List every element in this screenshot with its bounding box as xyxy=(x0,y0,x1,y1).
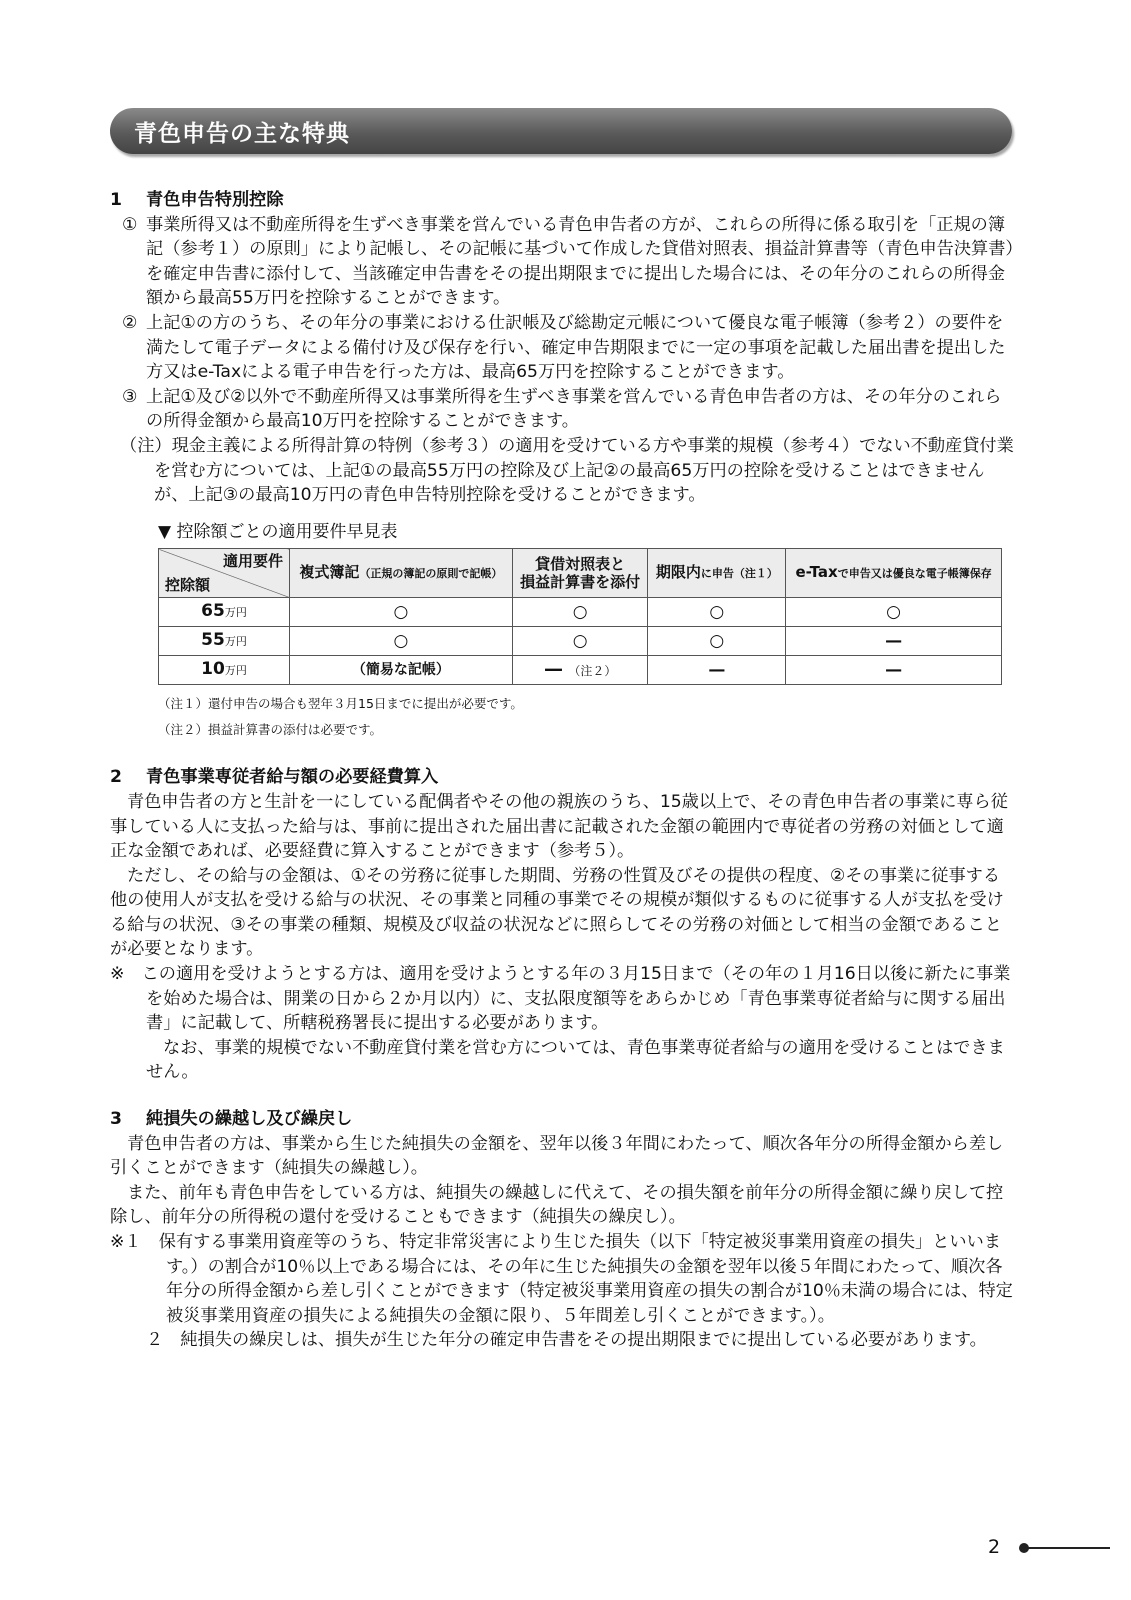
amount-cell: 65万円 xyxy=(159,598,290,627)
table-note-2: （注２）損益計算書の添付は必要です。 xyxy=(158,722,383,738)
section2-paragraph-1: 青色申告者の方と生計を一にしている配偶者やその他の親族のうち、15歳以上で、その青色申告者の事業に専ら従事している人に支払った給与は、事前に提出された届出書に記載された金額の範囲内で専従者の労務の対価として適正な金額であれば、必要経費に算入することができます（参考５）。 xyxy=(110,791,1008,862)
header-etax: e-Taxで申告又は優良な電子帳簿保存 xyxy=(786,549,1002,598)
section1-item-2: ② 上記①の方のうち、その年分の事業における仕訳帳及び総勘定元帳について優良な電子帳簿（参考２）の要件を満たして電子データによる備付け及び保存を行い、確定申告期限までに一定の事項を記載した届出書を提出した方又はe-Taxによる電子申告を行った方は、最高65万円を控除することができます。 xyxy=(122,312,1006,383)
section1-heading: 1 青色申告特別控除 xyxy=(110,190,284,210)
table-row: 55万円 ○ ○ ○ — xyxy=(159,627,1002,656)
section3-kome-1: ※１ 保有する事業用資産等のうち、特定非常災害により生じた損失（以下「特定被災事業用資産の損失」といいます。）の割合が10％以上である場合には、その年に生じた純損失の金額を翌年以後５年間にわたって、順次各年分の所得金額から差し引くことができます（特定被災事業用資産の損失の割合が10％未満の場合には、特定被災事業用資産の損失による純損失の金額に限り、５年間差し引くことができます。）。 xyxy=(110,1232,1013,1326)
section2-paragraph-2: ただし、その給与の金額は、①その労務に従事した期間、労務の性質及びその提供の程度、②その事業に従事する他の使用人が支払を受ける給与の状況、その事業と同種の事業でその規模が類似するものに従事する人が支払を受ける給与の状況、③その事業の種類、規模及び収益の状況などに照らしてその労務の対価として相当の金額であることが必要となります。 xyxy=(110,865,1004,960)
section3-paragraph-2: また、前年も青色申告をしている方は、純損失の繰越しに代えて、その損失額を前年分の所得金額に繰り戻して控除し、前年分の所得税の還付を受けることもできます（純損失の繰戻し）。 xyxy=(110,1182,1004,1228)
table-note-1: （注１）還付申告の場合も翌年３月15日までに提出が必要です。 xyxy=(158,696,523,712)
page-title: 青色申告の主な特典 xyxy=(134,120,350,147)
header-on-time: 期限内に申告（注１） xyxy=(648,549,786,598)
section-title-bar xyxy=(110,108,1012,154)
section2-heading: 2 青色事業専従者給与額の必要経費算入 xyxy=(110,767,439,788)
header-balance-sheet: 貸借対照表と 損益計算書を添付 xyxy=(512,549,648,598)
requirements-table xyxy=(158,548,1002,685)
section1-note: （注）現金主義による所得計算の特例（参考３）の適用を受けている方や事業的規模（参考４）でない不動産貸付業を営む方については、上記①の最高55万円の控除及び上記②の最高65万円の控除を受けることはできませんが、上記③の最高10万円の青色申告特別控除を受けることができます。 xyxy=(120,435,1014,506)
section1-item-3: ③ 上記①及び②以外で不動産所得又は事業所得を生ずべき事業を営んでいる青色申告者の方は、その年分のこれらの所得金額から最高10万円を控除することができます。 xyxy=(122,386,1002,432)
section3-heading: 3 純損失の繰越し及び繰戻し xyxy=(110,1109,353,1130)
page-marker-line xyxy=(1024,1547,1110,1549)
table-corner-cell: 適用要件 控除額 xyxy=(159,549,290,598)
table-caption: ▼ 控除額ごとの適用要件早見表 xyxy=(158,521,398,542)
page-number: 2 xyxy=(988,1536,1001,1558)
table-row: 65万円 ○ ○ ○ ○ xyxy=(159,598,1002,627)
main-content xyxy=(110,188,1015,1353)
table-header-row xyxy=(159,549,1002,598)
section1-item-1: ① 事業所得又は不動産所得を生ずべき事業を営んでいる青色申告者の方が、これらの所得に係る取引を「正規の簿記（参考１）の原則」により記帳し、その記帳に基づいて作成した貸借対照表、損益計算書等（青色申告決算書）を確定申告書に添付して、当該確定申告書をその提出期限までに提出した場合には、その年分のこれらの所得金額から最高55万円を控除することができます。 xyxy=(122,214,1014,309)
section3-paragraph-1: 青色申告者の方は、事業から生じた純損失の金額を、翌年以後３年間にわたって、順次各年分の所得金額から差し引くことができます（純損失の繰越し）。 xyxy=(110,1133,1004,1179)
amount-cell: 55万円 xyxy=(159,627,290,656)
header-double-entry: 複式簿記（正規の簿記の原則で記帳） xyxy=(290,549,513,598)
section2-kome-sub: なお、事業的規模でない不動産貸付業を営む方については、青色事業専従者給与の適用を受けることはできません。 xyxy=(146,1037,1005,1083)
amount-cell: 10万円 xyxy=(159,656,290,685)
section3-kome-2: ２ 純損失の繰戻しは、損失が生じた年分の確定申告書をその提出期限までに提出している必要があります。 xyxy=(146,1330,987,1351)
table-row: 10万円 （簡易な記帳） — （注２） — — xyxy=(159,656,1002,685)
section2-kome: ※ この適用を受けようとする方は、適用を受けようとする年の３月15日まで（その年の１月16日以後に新たに事業を始めた場合は、開業の日から２か月以内）に、支払限度額等をあらかじめ「青色事業専従者給与に関する届出書」に記載して、所轄税務署長に提出する必要があります。 xyxy=(110,964,1011,1034)
